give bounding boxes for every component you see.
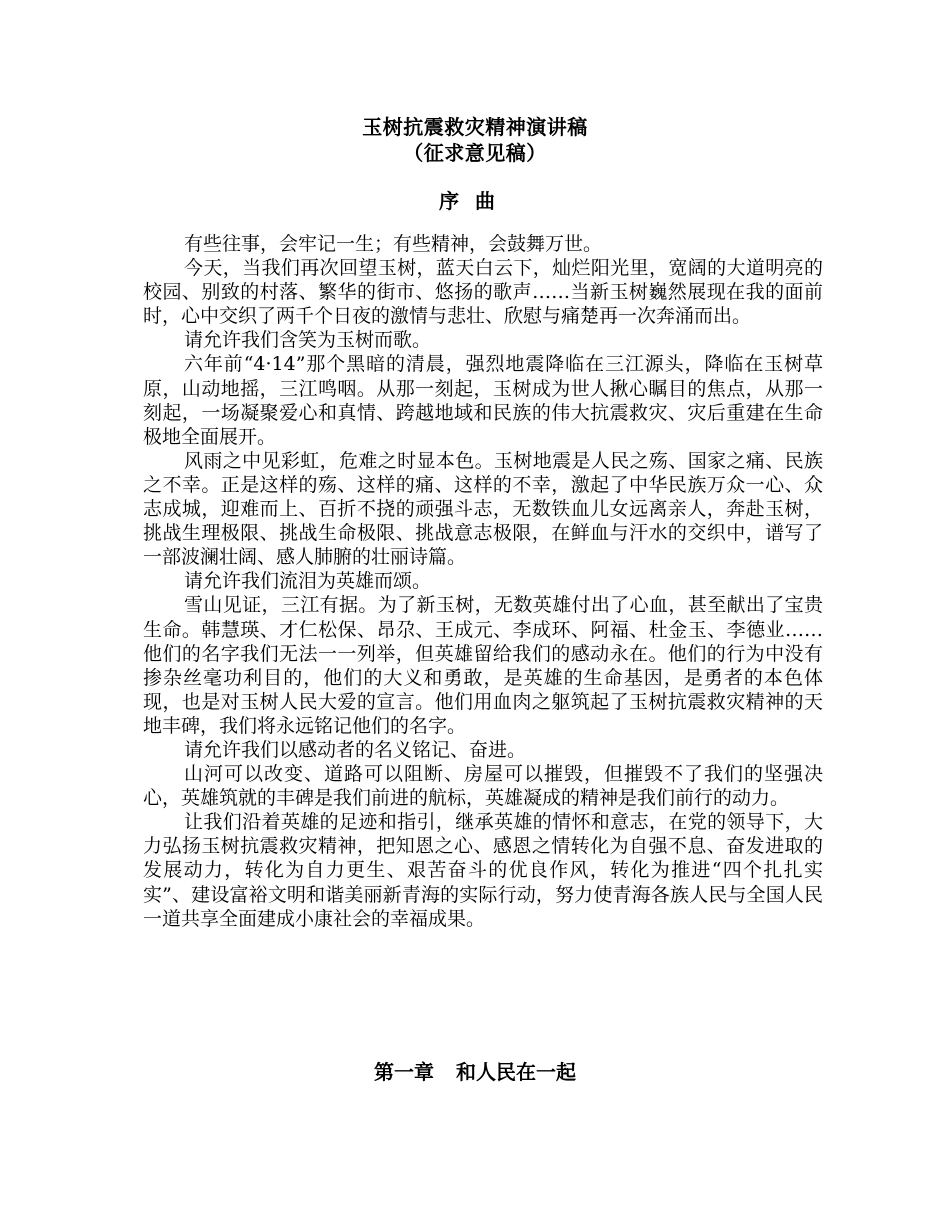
paragraph: 风雨之中见彩虹，危难之时显本色。玉树地震是人民之殇、国家之痛、民族之不幸。正是这样的殇、这样的痛、这样的不幸，激起了中华民族万众一心、众志成城，迎难而上、百折不挠的顽强斗志，无数铁血儿女远离亲人，奔赴玉树，挑战生理极限、挑战生命极限、挑战意志极限，在鲜血与汗水的交织中，谱写了一部波澜壮阔、感人肺腑的壮丽诗篇。	[143, 449, 823, 569]
paragraph: 让我们沿着英雄的足迹和指引，继承英雄的情怀和意志，在党的领导下，大力弘扬玉树抗震救灾精神，把知恩之心、感恩之情转化为自强不息、奋发进取的发展动力，转化为自力更生、艰苦奋斗的优良作风，转化为推进“四个扎扎实实”、建设富裕文明和谐美丽新青海的实际行动，努力使青海各族人民与全国人民一道共享全面建成小康社会的幸福成果。	[143, 811, 823, 930]
paragraph: 今天，当我们再次回望玉树，蓝天白云下，灿烂阳光里，宽阔的大道明亮的校园、别致的村落、繁华的街市、悠扬的歌声……当新玉树巍然展现在我的面前时，心中交织了两千个日夜的激情与悲壮、欣慰与痛楚再一次奔涌而出。	[143, 257, 823, 328]
chapter-title: 和人民在一起	[456, 1060, 576, 1084]
body-text	[143, 232, 823, 931]
paragraph: 请允许我们以感动者的名义铭记、奋进。	[184, 738, 527, 761]
chapter-heading	[0, 1059, 950, 1085]
paragraph: 有些往事，会牢记一生；有些精神，会鼓舞万世。	[184, 233, 603, 255]
paragraph: 请允许我们流泪为英雄而颂。	[184, 570, 432, 593]
paragraph: 山河可以改变、道路可以阻断、房屋可以摧毁，但摧毁不了我们的坚强决心，英雄筑就的丰碑是我们前进的航标，英雄凝成的精神是我们前行的动力。	[143, 763, 823, 810]
prelude-heading: 序曲	[439, 189, 511, 213]
document-title: 玉树抗震救灾精神演讲稿	[362, 115, 588, 139]
paragraph: 六年前“4·14”那个黑暗的清晨，强烈地震降临在三江源头，降临在玉树草原，山动地摇，三江鸣咽。从那一刻起，玉树成为世人揪心瞩目的焦点，从那一刻起，一场凝聚爱心和真情、跨越地域和民族的伟大抗震救灾、灾后重建在生命极地全面展开。	[143, 353, 823, 448]
paragraph: 请允许我们含笑为玉树而歌。	[184, 329, 432, 352]
document-subtitle: （征求意见稿）	[403, 141, 547, 165]
paragraph: 雪山见证，三江有据。为了新玉树，无数英雄付出了心血，甚至献出了宝贵生命。韩慧瑛、才仁松保、昂尕、王成元、李成环、阿福、杜金玉、李德业……他们的名字我们无法一一列举，但英雄留给我们的感动永在。他们的行为中没有掺杂丝毫功利目的，他们的大义和勇敢，是英雄的生命基因，是勇者的本色体现，也是对玉树人民大爱的宣言。他们用血肉之躯筑起了玉树抗震救灾精神的天地丰碑，我们将永远铭记他们的名字。	[143, 594, 823, 737]
chapter-number: 第一章	[374, 1060, 434, 1084]
